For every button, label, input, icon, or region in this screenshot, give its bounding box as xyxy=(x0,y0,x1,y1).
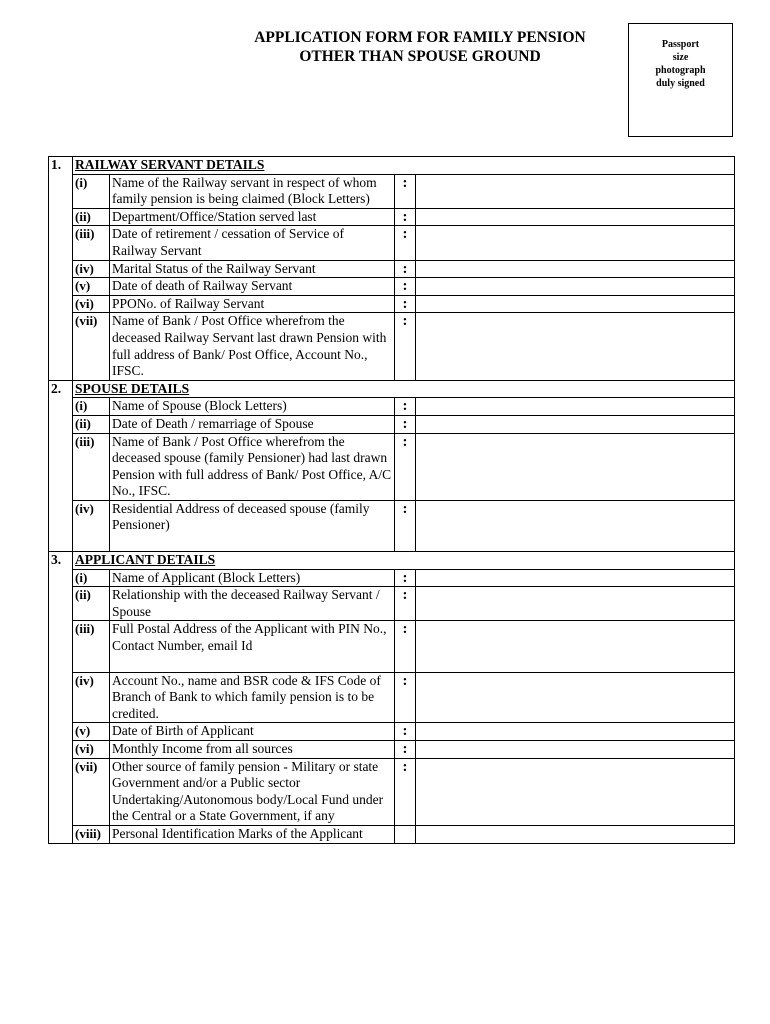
field-colon: : xyxy=(395,208,416,226)
field-value-input[interactable] xyxy=(416,741,735,759)
field-value-input[interactable] xyxy=(416,295,735,313)
item-numeral: (i) xyxy=(73,569,110,587)
field-label: Date of death of Railway Servant xyxy=(110,278,395,296)
form-row xyxy=(49,672,735,723)
form-row xyxy=(49,415,735,433)
field-value-input[interactable] xyxy=(416,621,735,672)
field-label: Name of Spouse (Block Letters) xyxy=(110,398,395,416)
item-numeral: (viii) xyxy=(73,825,110,843)
field-label: Date of Death / remarriage of Spouse xyxy=(110,415,395,433)
field-colon: : xyxy=(395,741,416,759)
field-value-input[interactable] xyxy=(416,500,735,551)
field-label: Account No., name and BSR code & IFS Code of Branch of Bank to which family pension is to be credited. xyxy=(110,672,395,723)
field-value-input[interactable] xyxy=(416,723,735,741)
item-numeral: (iv) xyxy=(73,672,110,723)
form-title-line-2: OTHER THAN SPOUSE GROUND xyxy=(299,48,541,65)
form-row xyxy=(49,398,735,416)
field-label: Date of Birth of Applicant xyxy=(110,723,395,741)
item-numeral: (vii) xyxy=(73,758,110,825)
section-heading-text: SPOUSE DETAILS xyxy=(75,380,190,396)
photo-box-text-4: duly signed xyxy=(656,78,705,89)
section-heading-text: APPLICANT DETAILS xyxy=(75,552,216,568)
section-number: 2. xyxy=(49,380,73,551)
field-colon xyxy=(395,825,416,843)
field-value-input[interactable] xyxy=(416,587,735,621)
item-numeral: (iii) xyxy=(73,226,110,260)
field-value-input[interactable] xyxy=(416,398,735,416)
field-label: Name of Bank / Post Office wherefrom the deceased Railway Servant last drawn Pension with full address of Bank/ Post Office, Account No., IFSC. xyxy=(110,313,395,380)
form-row xyxy=(49,825,735,843)
section-heading-row xyxy=(49,157,735,175)
pension-form-table xyxy=(48,156,735,844)
section-heading-row xyxy=(49,552,735,570)
field-value-input[interactable] xyxy=(416,433,735,500)
section-number: 3. xyxy=(49,552,73,844)
item-numeral: (iii) xyxy=(73,621,110,672)
photo-box-text-2: size xyxy=(672,52,689,63)
form-title-line-1: APPLICATION FORM FOR FAMILY PENSION xyxy=(254,29,586,46)
field-label: Other source of family pension - Military or state Government and/or a Public sector Undertaking/Autonomous body/Local Fund under the Central or a State Government, if any xyxy=(110,758,395,825)
section-heading-text: RAILWAY SERVANT DETAILS xyxy=(75,157,265,172)
field-label: Residential Address of deceased spouse (family Pensioner) xyxy=(110,500,395,551)
field-colon: : xyxy=(395,500,416,551)
field-value-input[interactable] xyxy=(416,569,735,587)
item-numeral: (iv) xyxy=(73,260,110,278)
form-row xyxy=(49,433,735,500)
field-value-input[interactable] xyxy=(416,208,735,226)
form-title xyxy=(200,28,640,66)
field-value-input[interactable] xyxy=(416,278,735,296)
field-colon: : xyxy=(395,295,416,313)
form-row xyxy=(49,723,735,741)
field-label: Name of Applicant (Block Letters) xyxy=(110,569,395,587)
form-row xyxy=(49,758,735,825)
form-row xyxy=(49,313,735,380)
section-heading xyxy=(73,380,735,398)
field-colon: : xyxy=(395,278,416,296)
field-colon: : xyxy=(395,398,416,416)
form-row xyxy=(49,260,735,278)
section-number: 1. xyxy=(49,157,73,381)
field-label: PPONo. of Railway Servant xyxy=(110,295,395,313)
form-row xyxy=(49,295,735,313)
field-value-input[interactable] xyxy=(416,260,735,278)
form-row xyxy=(49,278,735,296)
form-row xyxy=(49,174,735,208)
field-colon: : xyxy=(395,226,416,260)
item-numeral: (i) xyxy=(73,398,110,416)
form-row xyxy=(49,621,735,672)
item-numeral: (vi) xyxy=(73,741,110,759)
field-label: Monthly Income from all sources xyxy=(110,741,395,759)
field-colon: : xyxy=(395,672,416,723)
field-label: Full Postal Address of the Applicant with PIN No., Contact Number, email Id xyxy=(110,621,395,672)
field-colon: : xyxy=(395,415,416,433)
field-colon: : xyxy=(395,313,416,380)
field-value-input[interactable] xyxy=(416,174,735,208)
item-numeral: (v) xyxy=(73,723,110,741)
field-colon: : xyxy=(395,260,416,278)
field-colon: : xyxy=(395,569,416,587)
item-numeral: (vi) xyxy=(73,295,110,313)
item-numeral: (i) xyxy=(73,174,110,208)
item-numeral: (iii) xyxy=(73,433,110,500)
photo-box-text-1: Passport xyxy=(661,39,700,50)
item-numeral: (ii) xyxy=(73,587,110,621)
field-label: Relationship with the deceased Railway Servant / Spouse xyxy=(110,587,395,621)
item-numeral: (iv) xyxy=(73,500,110,551)
field-colon: : xyxy=(395,621,416,672)
field-label: Department/Office/Station served last xyxy=(110,208,395,226)
field-label: Date of retirement / cessation of Service of Railway Servant xyxy=(110,226,395,260)
field-colon: : xyxy=(395,758,416,825)
item-numeral: (vii) xyxy=(73,313,110,380)
item-numeral: (v) xyxy=(73,278,110,296)
field-label: Marital Status of the Railway Servant xyxy=(110,260,395,278)
field-colon: : xyxy=(395,174,416,208)
section-heading xyxy=(73,552,735,570)
field-value-input[interactable] xyxy=(416,415,735,433)
field-value-input[interactable] xyxy=(416,758,735,825)
item-numeral: (ii) xyxy=(73,208,110,226)
field-label: Name of Bank / Post Office wherefrom the deceased spouse (family Pensioner) had last drawn Pension with full address of Bank/ Post Office, A/C No., IFSC. xyxy=(110,433,395,500)
form-row xyxy=(49,741,735,759)
section-heading-row xyxy=(49,380,735,398)
form-row xyxy=(49,569,735,587)
field-value-input[interactable] xyxy=(416,825,735,843)
form-row xyxy=(49,208,735,226)
form-row xyxy=(49,226,735,260)
field-label: Name of the Railway servant in respect of whom family pension is being claimed (Block Letters) xyxy=(110,174,395,208)
form-row xyxy=(49,587,735,621)
field-colon: : xyxy=(395,433,416,500)
photo-box-text-3: photograph xyxy=(655,65,706,76)
item-numeral: (ii) xyxy=(73,415,110,433)
field-value-input[interactable] xyxy=(416,672,735,723)
field-colon: : xyxy=(395,723,416,741)
section-heading xyxy=(73,157,735,175)
passport-photo-box[interactable] xyxy=(628,23,733,137)
form-row xyxy=(49,500,735,551)
field-value-input[interactable] xyxy=(416,313,735,380)
field-colon: : xyxy=(395,587,416,621)
field-value-input[interactable] xyxy=(416,226,735,260)
field-label: Personal Identification Marks of the Applicant xyxy=(110,825,395,843)
